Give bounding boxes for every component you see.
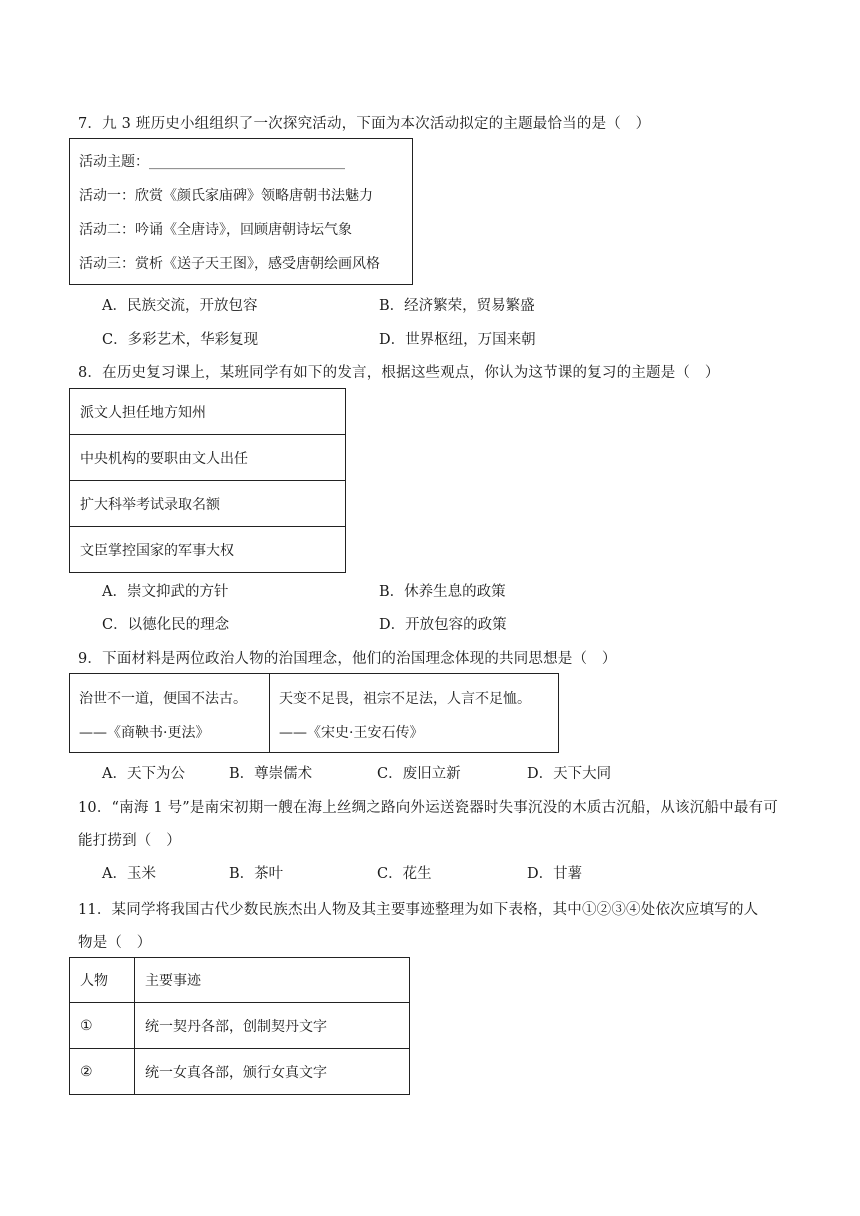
q8-row-3: 扩大科举考试录取名额 (70, 481, 346, 527)
q7-box-line-2: 活动一：欣赏《颜氏家庙碑》领略唐朝书法魅力 (79, 188, 373, 204)
q11-header-deeds: 主要事迹 (135, 958, 410, 1003)
q9-option-d: D．天下大同 (527, 766, 612, 782)
q8-option-c: C．以德化民的理念 (102, 617, 230, 633)
q7-option-a: A．民族交流，开放包容 (102, 298, 258, 314)
q10-option-a: A．玉米 (102, 866, 156, 882)
q11-row-2-figure: ② (70, 1049, 135, 1095)
q11-header-figure: 人物 (70, 958, 135, 1003)
q8-option-a: A．崇文抑武的方针 (102, 584, 229, 600)
q10-option-c: C．花生 (377, 866, 432, 882)
question-11-stem-line-2: 物是（ ） (78, 935, 152, 951)
q8-row-1: 派文人担任地方知州 (70, 389, 346, 435)
q9-left-quote: 治世不一道，便国不法古。 (79, 691, 247, 707)
q8-row-4: 文臣掌控国家的军事大权 (70, 527, 346, 573)
q7-option-b: B．经济繁荣，贸易繁盛 (379, 298, 535, 314)
q11-figures-table (69, 957, 410, 1095)
q11-row-1-deeds: 统一契丹各部，创制契丹文字 (135, 1003, 410, 1049)
q10-option-b: B．茶叶 (229, 866, 284, 882)
q7-option-d: D．世界枢纽，万国来朝 (379, 332, 536, 348)
q7-box-line-1: 活动主题：____________________________ (79, 154, 345, 170)
q8-option-b: B．休养生息的政策 (379, 584, 506, 600)
question-8-stem: 8．在历史复习课上，某班同学有如下的发言，根据这些观点，你认为这节课的复习的主题是（ ） (78, 365, 720, 381)
q8-option-d: D．开放包容的政策 (379, 617, 507, 633)
question-11-stem-line-1: 11．某同学将我国古代少数民族杰出人物及其主要事迹整理为如下表格，其中①②③④处依次应填写的人 (78, 902, 759, 918)
q8-statements-table (69, 388, 346, 573)
q9-option-a: A．天下为公 (102, 766, 185, 782)
q7-option-c: C．多彩艺术，华彩复现 (102, 332, 259, 348)
q9-right-source: ——《宋史·王安石传》 (279, 725, 424, 741)
q11-row-1-figure: ① (70, 1003, 135, 1049)
q9-option-b: B．尊崇儒术 (229, 766, 313, 782)
q7-activity-box (69, 138, 413, 285)
q8-row-2: 中央机构的要职由文人出任 (70, 435, 346, 481)
q11-row-2-deeds: 统一女真各部，颁行女真文字 (135, 1049, 410, 1095)
q10-option-d: D．甘薯 (527, 866, 583, 882)
q9-option-c: C．废旧立新 (377, 766, 461, 782)
q9-left-source: ——《商鞅书·更法》 (79, 725, 210, 741)
question-10-stem-line-2: 能打捞到（ ） (78, 833, 181, 849)
q7-box-line-3: 活动二：吟诵《全唐诗》，回顾唐朝诗坛气象 (79, 222, 352, 238)
question-7-stem: 7．九 3 班历史小组组织了一次探究活动，下面为本次活动拟定的主题最恰当的是（ ） (78, 116, 651, 132)
q9-divider (269, 674, 270, 752)
question-10-stem-line-1: 10．“南海 1 号”是南宋初期一艘在海上丝绸之路向外运送瓷器时失事沉没的木质古沉船，从该沉船中最有可 (78, 800, 778, 816)
question-9-stem: 9．下面材料是两位政治人物的治国理念，他们的治国理念体现的共同思想是（ ） (78, 651, 617, 667)
q9-quotes-box (69, 673, 559, 753)
q9-right-quote: 天变不足畏，祖宗不足法，人言不足恤。 (279, 691, 531, 707)
q7-box-line-4: 活动三：赏析《送子天王图》，感受唐朝绘画风格 (79, 256, 380, 272)
